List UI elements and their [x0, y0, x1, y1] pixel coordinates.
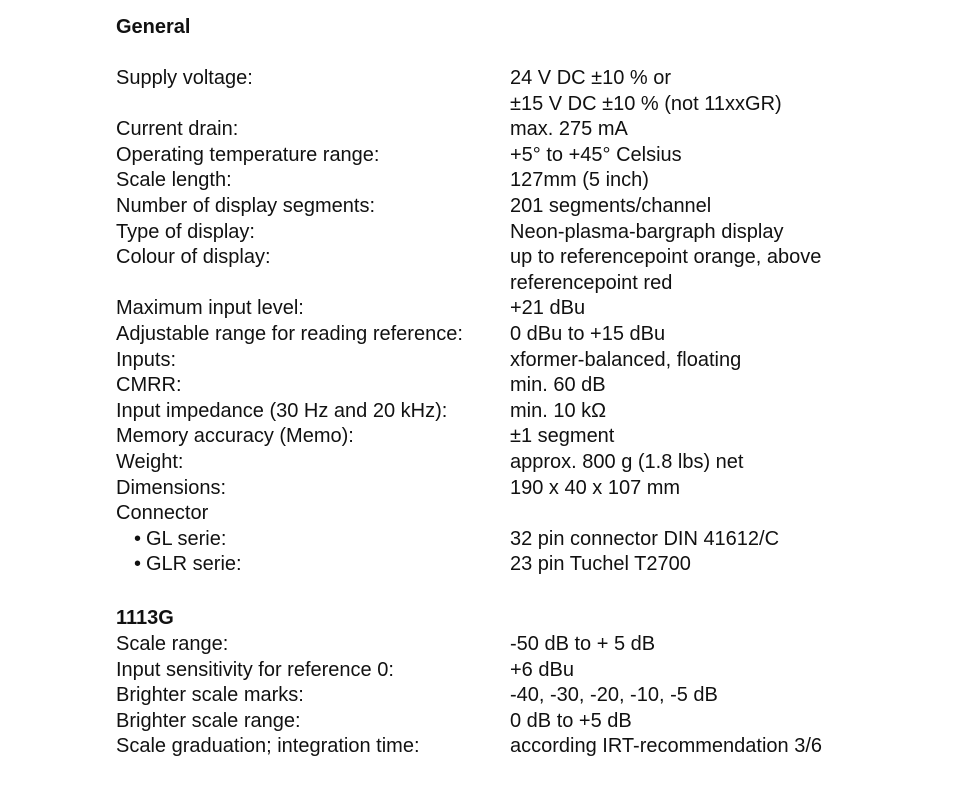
spec-row-brighter-range	[116, 709, 822, 735]
spec-value: approx. 800 g (1.8 lbs) net	[510, 450, 744, 473]
spec-row-inputs	[116, 348, 821, 374]
spec-row-cmrr	[116, 373, 821, 399]
spec-value: 0 dBu to +15 dBu	[510, 322, 666, 345]
section-title-model: 1113G	[116, 607, 174, 629]
spec-value: according IRT-recommendation 3/6	[510, 735, 823, 758]
spec-label: Maximum input level:	[116, 297, 304, 320]
spec-value: -40, -30, -20, -10, -5 dB	[510, 684, 718, 707]
spec-label: Brighter scale marks:	[116, 684, 304, 707]
spec-row-dimensions	[116, 476, 821, 502]
spec-row-reference-range	[116, 322, 821, 348]
spec-label: Number of display segments:	[116, 194, 376, 217]
spec-label: Current drain:	[116, 118, 239, 141]
spec-value: 23 pin Tuchel T2700	[510, 553, 691, 576]
spec-label: Scale graduation; integration time:	[116, 735, 420, 758]
spec-label	[116, 527, 510, 553]
spec-value: xformer-balanced, floating	[510, 348, 742, 371]
spec-label: Scale range:	[116, 633, 229, 655]
spec-label: Brighter scale range:	[116, 709, 301, 732]
spec-label	[116, 552, 510, 578]
spec-value: -50 dB to + 5 dB	[510, 633, 656, 655]
spec-row-operating-temperature	[116, 143, 821, 169]
spec-value: ±1 segment	[510, 425, 615, 448]
spec-label: Input sensitivity for reference 0:	[116, 658, 394, 681]
spec-row-max-input-level	[116, 296, 821, 322]
spec-row-input-sensitivity	[116, 658, 822, 684]
spec-label: CMRR:	[116, 374, 182, 397]
spec-value: +5° to +45° Celsius	[510, 143, 682, 166]
spec-label: Inputs:	[116, 348, 177, 371]
spec-value: up to referencepoint orange, above referencepoint red	[510, 246, 822, 294]
spec-label: Connector	[116, 502, 209, 525]
spec-row-connector-gl	[116, 527, 821, 553]
spec-label: Type of display:	[116, 220, 255, 243]
spec-value: max. 275 mA	[510, 118, 628, 141]
spec-label: Memory accuracy (Memo):	[116, 425, 354, 448]
bullet-icon: •	[134, 553, 142, 576]
model-spec-table	[116, 632, 822, 760]
spec-row-scale-length	[116, 168, 821, 194]
section-title-general: General	[116, 16, 191, 38]
spec-value: min. 10 kΩ	[510, 399, 607, 422]
spec-value: 24 V DC ±10 % or ±15 V DC ±10 % (not 11xxGR)	[510, 67, 782, 115]
spec-value: 0 dB to +5 dB	[510, 709, 632, 732]
spec-value: min. 60 dB	[510, 374, 606, 397]
spec-row-current-drain	[116, 117, 821, 143]
spec-label: Colour of display:	[116, 246, 271, 269]
spec-row-scale-range	[116, 632, 822, 658]
spec-row-display-colour	[116, 245, 821, 296]
spec-row-memory-accuracy	[116, 424, 821, 450]
spec-value: +6 dBu	[510, 658, 574, 681]
general-spec-table	[116, 66, 821, 578]
spec-row-supply-voltage	[116, 66, 821, 117]
spec-row-display-type	[116, 220, 821, 246]
spec-label: Scale length:	[116, 169, 232, 192]
spec-row-scale-graduation	[116, 734, 822, 760]
spec-label: Operating temperature range:	[116, 143, 380, 166]
spec-sublabel: GLR serie:	[146, 553, 242, 576]
spec-row-display-segments	[116, 194, 821, 220]
spec-row-input-impedance	[116, 399, 821, 425]
spec-label: Dimensions:	[116, 476, 227, 499]
spec-label: Adjustable range for reading reference:	[116, 322, 463, 345]
spec-value: 127mm (5 inch)	[510, 169, 649, 192]
spec-label: Supply voltage:	[116, 67, 253, 89]
spec-value: +21 dBu	[510, 297, 586, 320]
spec-sublabel: GL serie:	[146, 527, 227, 550]
bullet-icon: •	[134, 527, 142, 550]
spec-row-connector-glr	[116, 552, 821, 578]
spec-label: Input impedance (30 Hz and 20 kHz):	[116, 399, 448, 422]
spec-row-weight	[116, 450, 821, 476]
spec-value: 190 x 40 x 107 mm	[510, 476, 681, 499]
spec-label: Weight:	[116, 450, 184, 473]
spec-value: 32 pin connector DIN 41612/C	[510, 527, 780, 550]
spec-value: 201 segments/channel	[510, 194, 712, 217]
spec-row-brighter-marks	[116, 683, 822, 709]
spec-value: Neon-plasma-bargraph display	[510, 220, 784, 243]
spec-row-connector	[116, 501, 821, 527]
